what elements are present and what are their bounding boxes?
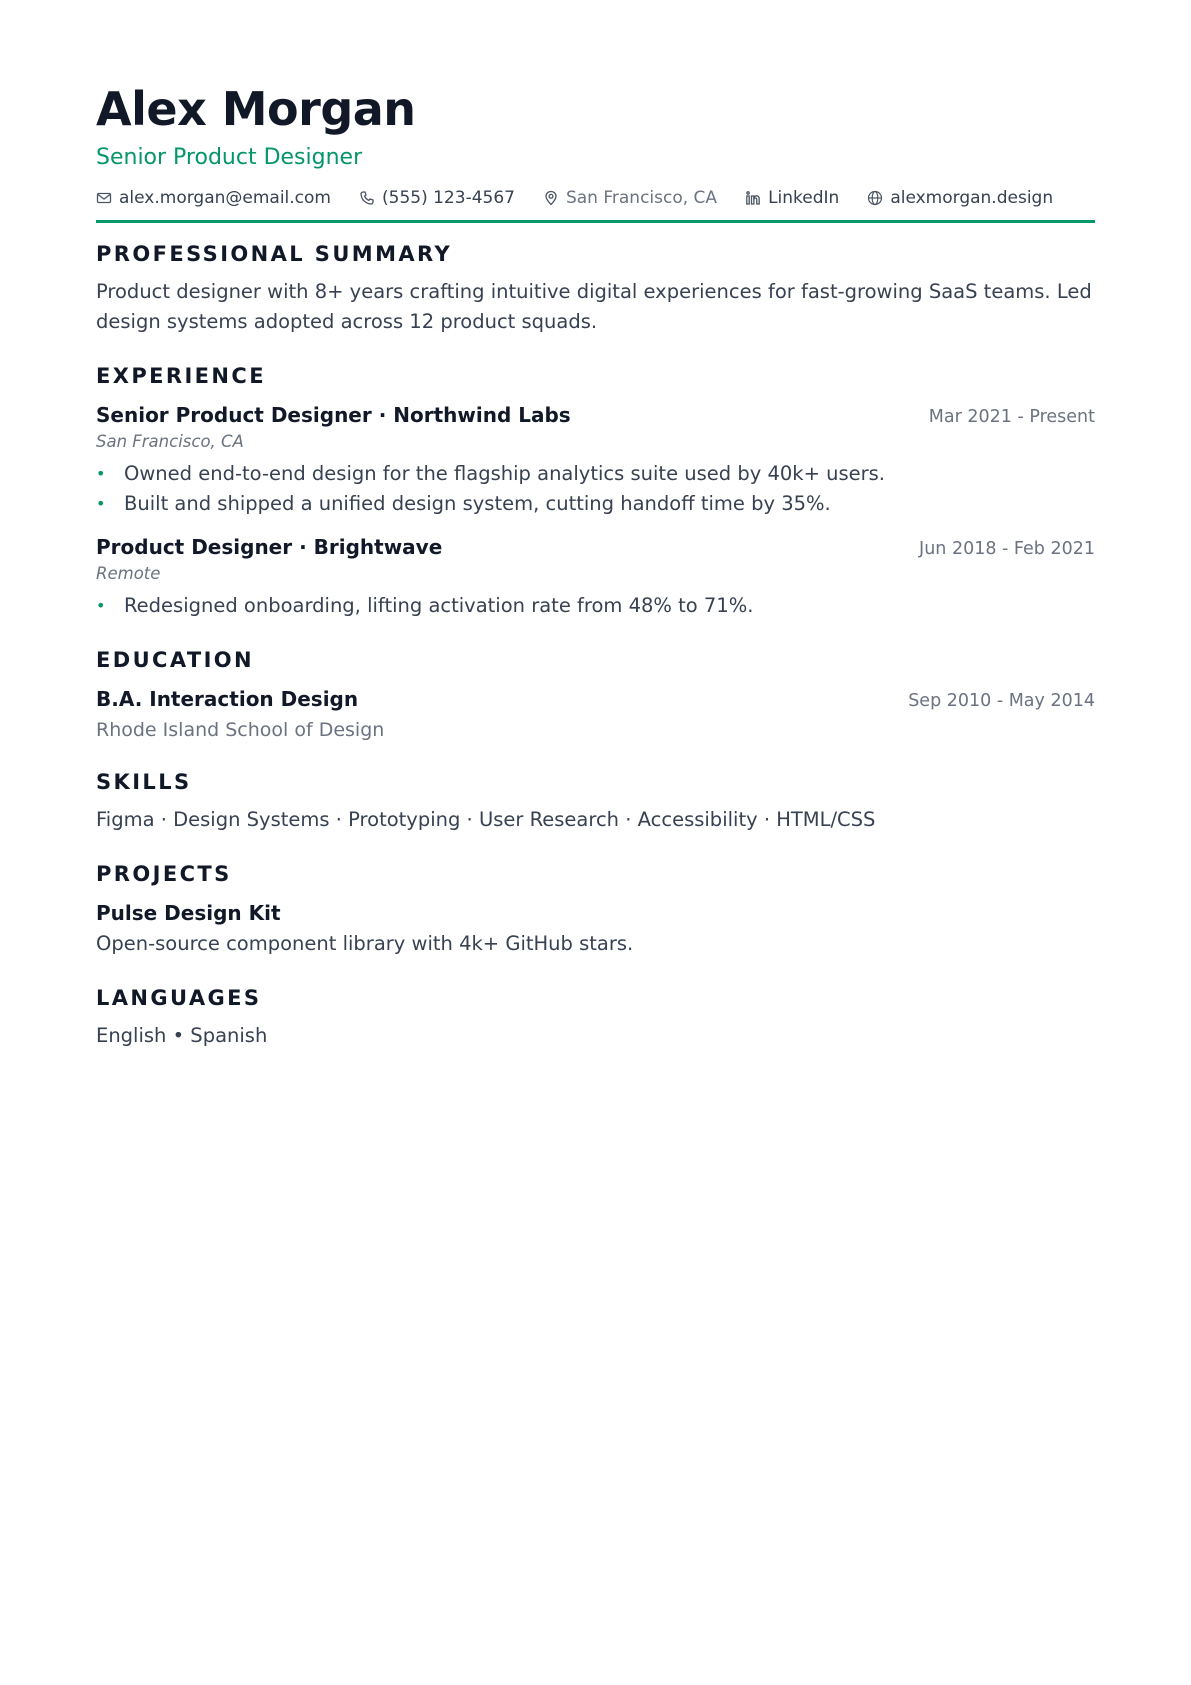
candidate-name: Alex Morgan xyxy=(96,82,416,136)
job-date: Jun 2018 - Feb 2021 xyxy=(919,539,1095,559)
linkedin-icon xyxy=(745,190,761,206)
education-header xyxy=(96,685,1095,713)
contact-linkedin[interactable] xyxy=(745,188,839,208)
education-date: Sep 2010 - May 2014 xyxy=(908,691,1095,711)
contact-location-text: San Francisco, CA xyxy=(565,188,718,208)
contact-email-text: alex.morgan@email.com xyxy=(119,188,331,208)
section-title-education: EDUCATION xyxy=(96,648,255,672)
job-bullets xyxy=(96,459,1095,519)
job-bullets xyxy=(96,591,1095,621)
contact-phone[interactable] xyxy=(359,188,515,208)
summary-section xyxy=(96,241,1095,337)
job-location: Remote xyxy=(96,564,161,583)
contact-email[interactable] xyxy=(96,188,331,208)
job-bullet xyxy=(96,459,1095,489)
bullet-icon: • xyxy=(96,494,106,513)
job-date: Mar 2021 - Present xyxy=(928,407,1095,427)
job-entry xyxy=(96,533,1095,621)
job-title: Product Designer · Brightwave xyxy=(96,535,443,559)
section-title-languages: LANGUAGES xyxy=(96,986,262,1010)
mail-icon xyxy=(96,190,112,206)
job-bullet xyxy=(96,591,1095,621)
project-name: Pulse Design Kit xyxy=(96,901,281,925)
bullet-icon: • xyxy=(96,464,106,483)
job-header xyxy=(96,533,1095,561)
project-entry xyxy=(96,899,1095,959)
contact-location xyxy=(543,188,717,208)
section-title-skills: SKILLS xyxy=(96,770,192,794)
job-bullet-text: Built and shipped a unified design system, cutting handoff time by 35%. xyxy=(124,492,831,515)
languages-list: English • Spanish xyxy=(96,1024,268,1047)
location-pin-icon xyxy=(543,190,559,206)
job-entry xyxy=(96,401,1095,519)
job-bullet xyxy=(96,489,1095,519)
projects-section xyxy=(96,861,1095,959)
contact-phone-text: (555) 123-4567 xyxy=(382,188,515,208)
bullet-icon: • xyxy=(96,596,106,615)
job-title: Senior Product Designer · Northwind Labs xyxy=(96,403,571,427)
experience-section xyxy=(96,363,1095,621)
job-header xyxy=(96,401,1095,429)
summary-text: Product designer with 8+ years crafting intuitive digital experiences for fast-growing SaaS teams. Led design systems adopted across 12 product squads. xyxy=(96,280,1092,333)
resume-header xyxy=(96,0,1095,223)
project-description: Open-source component library with 4k+ GitHub stars. xyxy=(96,932,634,955)
section-title-summary: PROFESSIONAL SUMMARY xyxy=(96,242,453,266)
school-name: Rhode Island School of Design xyxy=(96,719,385,741)
section-title-experience: EXPERIENCE xyxy=(96,364,266,388)
candidate-role: Senior Product Designer xyxy=(96,145,363,170)
job-location: San Francisco, CA xyxy=(96,432,244,451)
contact-website-text: alexmorgan.design xyxy=(890,188,1054,208)
skills-section xyxy=(96,769,1095,835)
contact-website[interactable] xyxy=(867,188,1053,208)
education-entry xyxy=(96,685,1095,743)
contact-bar xyxy=(96,186,1095,210)
skills-list: Figma · Design Systems · Prototyping · User Research · Accessibility · HTML/CSS xyxy=(96,808,876,831)
job-bullet-text: Owned end-to-end design for the flagship analytics suite used by 40k+ users. xyxy=(124,462,886,485)
section-title-projects: PROJECTS xyxy=(96,862,232,886)
languages-section xyxy=(96,985,1095,1051)
contact-linkedin-text: LinkedIn xyxy=(768,188,840,208)
phone-icon xyxy=(359,190,375,206)
education-section xyxy=(96,647,1095,743)
degree-title: B.A. Interaction Design xyxy=(96,687,359,711)
header-divider xyxy=(96,220,1095,223)
globe-icon xyxy=(867,190,883,206)
job-bullet-text: Redesigned onboarding, lifting activation rate from 48% to 71%. xyxy=(124,594,754,617)
